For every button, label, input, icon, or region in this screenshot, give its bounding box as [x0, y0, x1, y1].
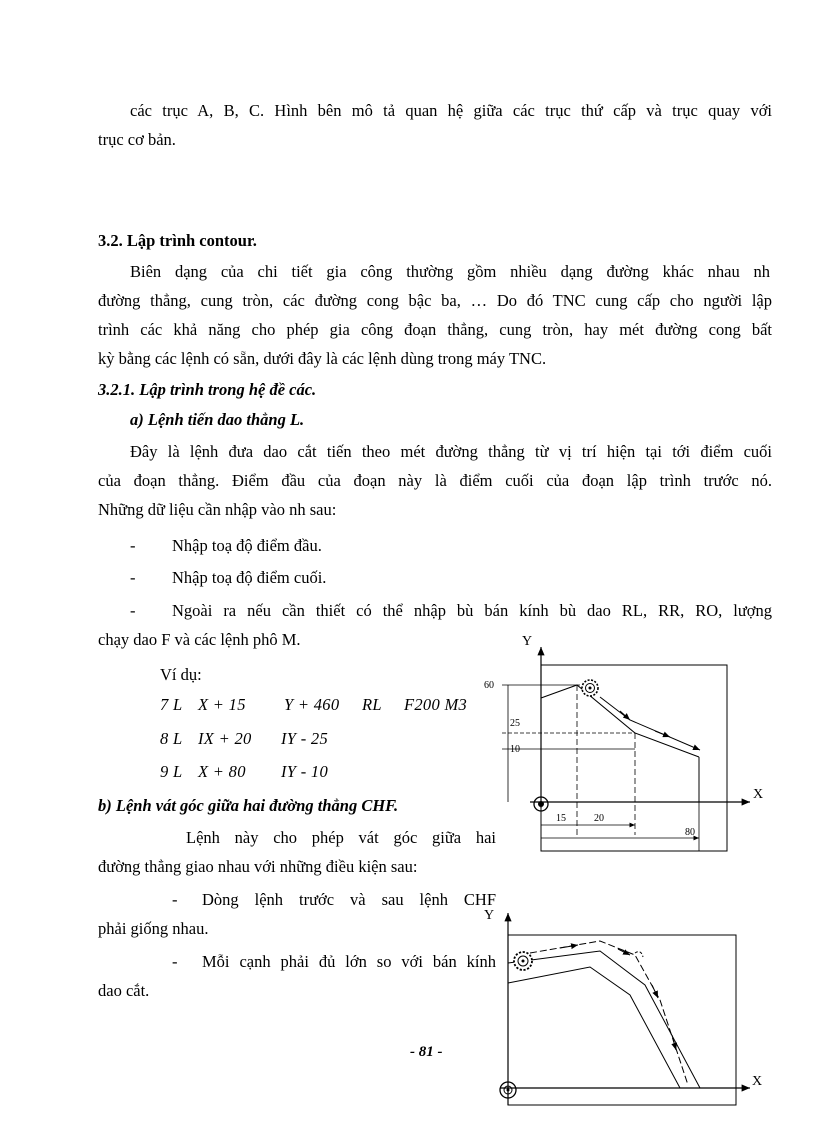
bullet-dash-3: -	[130, 601, 136, 620]
section-heading-3-2: 3.2. Lập trình contour.	[98, 231, 257, 250]
code-line-9	[160, 762, 480, 784]
figure2-tool-arrow	[652, 985, 658, 998]
code-line-number: 9 L	[160, 762, 183, 781]
figure2-tool-path	[530, 941, 688, 1085]
intro-line-2: trục cơ bản.	[98, 130, 176, 149]
bullet-3-line-2: chạy dao F và các lệnh phô M.	[98, 630, 301, 649]
b-bullet-dash-2: -	[172, 952, 178, 971]
section-3-2-line-1: Biên dạng của chi tiết gia công thường gồm nhiều dạng đường khác nhau nh	[130, 262, 770, 281]
bullet-2: Nhập toạ độ điểm cuối.	[172, 568, 327, 587]
code-line-number: 8 L	[160, 729, 183, 748]
figure2-x-label: X	[752, 1074, 763, 1089]
figure2-profile-outer	[508, 951, 700, 1088]
dim-label-25: 25	[510, 718, 520, 729]
code-coord-y: Y + 460	[284, 695, 340, 714]
figure-chamfer	[484, 905, 780, 1115]
bullet-dash-2: -	[130, 568, 136, 587]
section-3-2-line-3: trình các khả năng cho phép gia công đoạn thẳng, cung tròn, hay mét đường cong bất	[98, 320, 772, 339]
subheading-a: a) Lệnh tiến dao thẳng L.	[130, 410, 305, 429]
figure2-profile-inner	[508, 967, 680, 1088]
figure1-tool-arrow	[620, 711, 630, 720]
code-line-8	[160, 729, 480, 751]
code-radius-comp: RL	[362, 695, 382, 714]
bullet-dash-1: -	[130, 536, 136, 555]
code-coord-x: IX + 20	[198, 729, 252, 748]
dim-label-10: 10	[510, 744, 520, 755]
figure1-x-label: X	[753, 787, 764, 802]
b-bullet-2-line-1: Mỗi cạnh phải đủ lớn so với bán kính	[202, 952, 496, 971]
a-line-3: Những dữ liệu cần nhập vào nh sau:	[98, 500, 337, 519]
intro-line-1: các trục A, B, C. Hình bên mô tả quan hệ giữa các trục thứ cấp và trục quay với	[130, 101, 772, 120]
example-label: Ví dụ:	[160, 665, 202, 684]
origin-icon-dot	[538, 801, 544, 807]
dim-label-80: 80	[685, 827, 695, 838]
figure1-profile-path	[541, 685, 699, 757]
dim-label-20: 20	[594, 813, 604, 824]
dim-label-15: 15	[556, 813, 566, 824]
code-line-number: 7 L	[160, 695, 183, 714]
figure-linear-path	[470, 625, 770, 860]
code-coord-y: IY - 10	[281, 762, 329, 781]
subheading-b: b) Lệnh vát góc giữa hai đường thẳng CHF.	[98, 796, 399, 815]
cutter-gear-icon	[514, 952, 532, 970]
bullet-1: Nhập toạ độ điểm đầu.	[172, 536, 322, 555]
cutter-gear-icon	[582, 680, 598, 696]
b-bullet-1-line-1: Dòng lệnh trước và sau lệnh CHF	[202, 890, 496, 909]
figure2-tool-arrow	[560, 945, 578, 948]
dim-label-60: 60	[484, 680, 494, 691]
section-heading-3-2-1: 3.2.1. Lập trình trong hệ đề các.	[98, 380, 317, 399]
code-coord-x: X + 80	[198, 762, 246, 781]
a-line-1: Đây là lệnh đưa dao cắt tiến theo mét đường thẳng từ vị trí hiện tại tới điểm cuối	[130, 442, 772, 461]
code-feed: F200 M3	[404, 695, 468, 714]
b-bullet-dash-1: -	[172, 890, 178, 909]
page-number: - 81 -	[410, 1044, 443, 1060]
code-coord-y: IY - 25	[281, 729, 329, 748]
origin-icon-dot	[507, 1089, 510, 1092]
bullet-3-line-1: Ngoài ra nếu cần thiết có thể nhập bù bán kính bù dao RL, RR, RO, lượng	[172, 601, 772, 620]
figure1-tool-path	[600, 697, 700, 750]
a-line-2: của đoạn thẳng. Điểm đầu của đoạn này là điểm cuối của đoạn lập trình trước nó.	[98, 471, 772, 490]
figure2-frame	[508, 935, 736, 1105]
code-line-7	[160, 695, 480, 717]
section-3-2-line-4: kỳ bằng các lệnh có sẵn, dưới đây là các lệnh dùng trong máy TNC.	[98, 349, 547, 368]
b-line-1: Lệnh này cho phép vát góc giữa hai	[186, 828, 496, 847]
b-bullet-2-line-2: dao cắt.	[98, 981, 150, 1000]
b-bullet-1-line-2: phải giống nhau.	[98, 919, 209, 938]
figure1-tool-arrow	[655, 731, 670, 737]
figure2-y-label: Y	[484, 908, 495, 923]
section-3-2-line-2: đường thẳng, cung tròn, các đường cong bậc ba, … Do đó TNC cung cấp cho người lập	[98, 291, 772, 310]
figure1-y-label: Y	[522, 634, 533, 649]
b-line-2: đường thẳng giao nhau với những điều kiện sau:	[98, 857, 418, 876]
code-coord-x: X + 15	[198, 695, 246, 714]
